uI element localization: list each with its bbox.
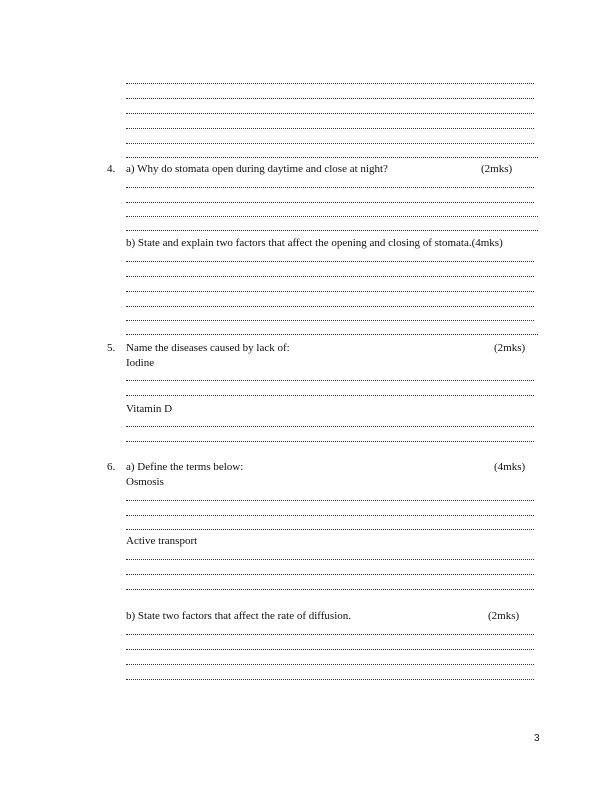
answer-line xyxy=(126,157,538,158)
answer-line xyxy=(126,143,534,144)
page-number: 3 xyxy=(534,733,540,744)
answer-line xyxy=(126,334,538,335)
question-6-term-osmosis: Osmosis xyxy=(126,476,164,488)
answer-line xyxy=(126,649,534,650)
answer-line xyxy=(126,441,534,442)
answer-line xyxy=(126,187,534,188)
answer-line xyxy=(126,261,534,262)
answer-line xyxy=(126,589,534,590)
answer-line xyxy=(126,515,534,516)
answer-line xyxy=(126,98,534,99)
question-5-item-iodine: Iodine xyxy=(126,357,155,369)
question-5-text: Name the diseases caused by lack of: xyxy=(126,342,290,354)
answer-line xyxy=(126,291,534,292)
question-5-item-vitamin-d: Vitamin D xyxy=(126,403,173,415)
question-6a-text: a) Define the terms below: xyxy=(126,461,244,473)
question-6b-text: b) State two factors that affect the rate of diffusion. xyxy=(126,610,352,622)
answer-line xyxy=(126,395,534,396)
answer-line xyxy=(126,559,534,560)
answer-line xyxy=(126,306,534,307)
answer-line xyxy=(126,426,534,427)
question-4b-text: b) State and explain two factors that affect the opening and closing of stomata.(4mks) xyxy=(126,237,503,249)
question-6a-marks: (4mks) xyxy=(494,461,526,473)
question-6b-marks: (2mks) xyxy=(488,610,520,622)
question-5-marks: (2mks) xyxy=(494,342,526,354)
answer-line xyxy=(126,202,534,203)
answer-line xyxy=(126,574,534,575)
question-4a-text: a) Why do stomata open during daytime and close at night? xyxy=(126,163,388,175)
answer-line xyxy=(126,83,534,84)
question-5-number: 5. xyxy=(107,342,116,354)
answer-line xyxy=(126,500,534,501)
question-6-term-active-transport: Active transport xyxy=(126,535,198,547)
answer-line xyxy=(126,634,534,635)
question-6-number: 6. xyxy=(107,461,116,473)
answer-line xyxy=(126,230,538,231)
question-4a-marks: (2mks) xyxy=(481,163,513,175)
answer-line xyxy=(126,128,534,129)
question-4-number: 4. xyxy=(107,163,116,175)
answer-line xyxy=(126,320,534,321)
answer-line xyxy=(126,664,534,665)
answer-line xyxy=(126,113,534,114)
answer-line xyxy=(126,380,534,381)
answer-line xyxy=(126,529,534,530)
answer-line xyxy=(126,216,538,217)
answer-line xyxy=(126,276,534,277)
answer-line xyxy=(126,679,534,680)
